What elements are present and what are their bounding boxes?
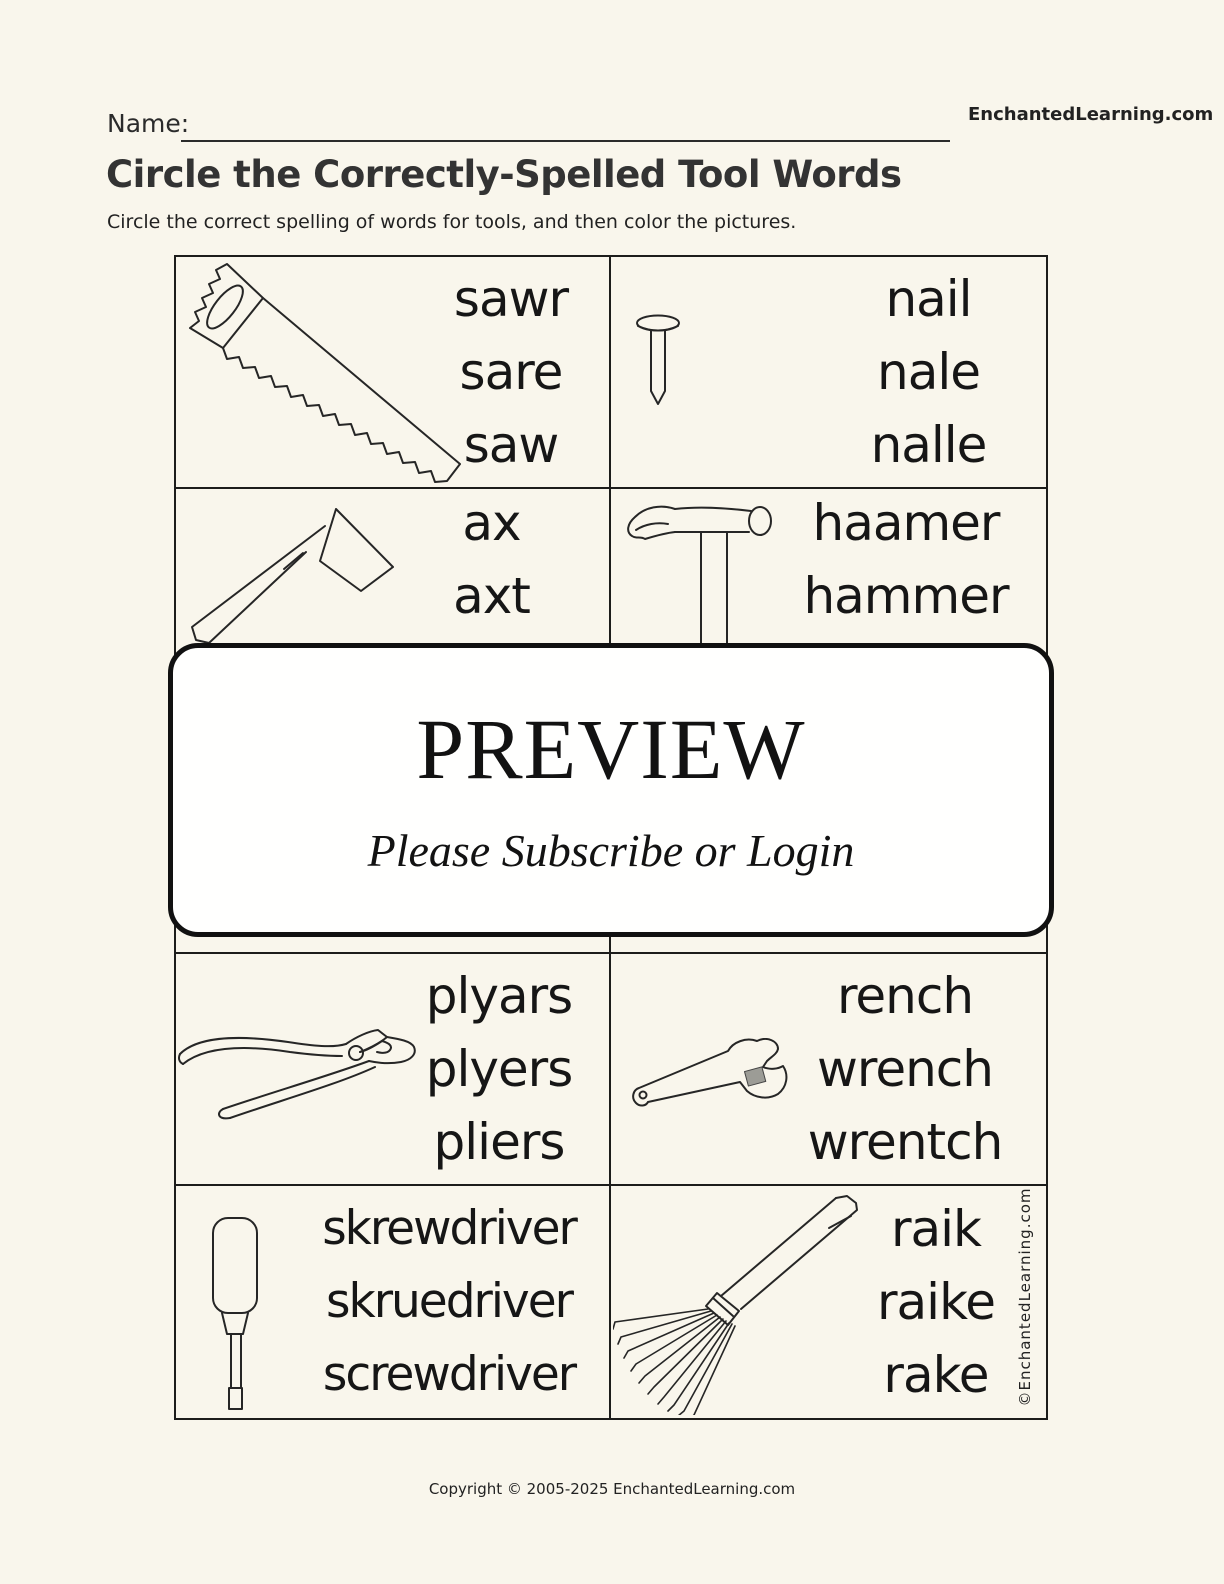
word-option[interactable]: plyars (425, 966, 573, 1025)
word-option[interactable]: nalle (870, 416, 987, 475)
word-option[interactable]: ax (462, 494, 521, 553)
word-option[interactable]: sare (459, 343, 563, 402)
word-option[interactable]: raik (890, 1199, 982, 1258)
word-option[interactable]: nale (877, 343, 980, 402)
rake-icon (613, 1194, 873, 1415)
word-option[interactable]: hammer (803, 567, 1009, 626)
word-option[interactable]: haamer (812, 494, 1000, 553)
instructions-text: Circle the correct spelling of words for tools, and then color the pictures. (107, 211, 797, 233)
word-options (289, 1186, 609, 1418)
ax-icon (186, 499, 401, 649)
word-options (856, 1186, 1016, 1418)
word-option[interactable]: saw (463, 416, 559, 475)
word-option[interactable]: axt (453, 567, 530, 626)
footer-copyright: Copyright © 2005-2025 EnchantedLearning.com (428, 1480, 796, 1498)
wrench-icon (631, 1038, 796, 1110)
pliers-icon (178, 1026, 418, 1126)
word-option[interactable]: wrentch (807, 1112, 1003, 1171)
page-title: Circle the Correctly-Spelled Tool Words (106, 153, 902, 196)
cell-wrench (611, 954, 1046, 1186)
word-option[interactable]: nail (885, 270, 972, 329)
site-logo-text[interactable]: EnchantedLearning.com (968, 104, 1214, 125)
vertical-copyright: ©EnchantedLearning.com (1016, 1187, 1034, 1407)
word-option[interactable]: wrench (817, 1039, 993, 1098)
word-option[interactable]: rench (836, 966, 974, 1025)
nail-icon (635, 313, 683, 408)
word-option[interactable]: pliers (433, 1112, 565, 1171)
name-input-line[interactable] (181, 116, 950, 142)
cell-rake (611, 1186, 1046, 1418)
cell-saw (176, 257, 611, 489)
word-option[interactable]: screwdriver (322, 1346, 576, 1402)
word-option[interactable]: plyers (425, 1039, 573, 1098)
screwdriver-icon (210, 1214, 262, 1412)
word-option[interactable]: rake (883, 1345, 989, 1404)
preview-overlay (168, 643, 1054, 937)
word-options (794, 954, 1016, 1184)
cell-nail (611, 257, 1046, 489)
cell-pliers (176, 954, 611, 1186)
word-option[interactable]: sawr (453, 270, 569, 329)
cell-screwdriver (176, 1186, 611, 1418)
word-option[interactable]: raike (876, 1272, 996, 1331)
word-options (421, 257, 601, 487)
preview-title: PREVIEW (416, 701, 806, 797)
word-options (831, 257, 1026, 487)
name-label: Name: (107, 109, 190, 138)
word-options (399, 954, 599, 1184)
word-option[interactable]: skrewdriver (322, 1200, 576, 1256)
word-option[interactable]: skruedriver (325, 1273, 572, 1329)
preview-subscribe-login-text[interactable]: Please Subscribe or Login (367, 825, 855, 876)
